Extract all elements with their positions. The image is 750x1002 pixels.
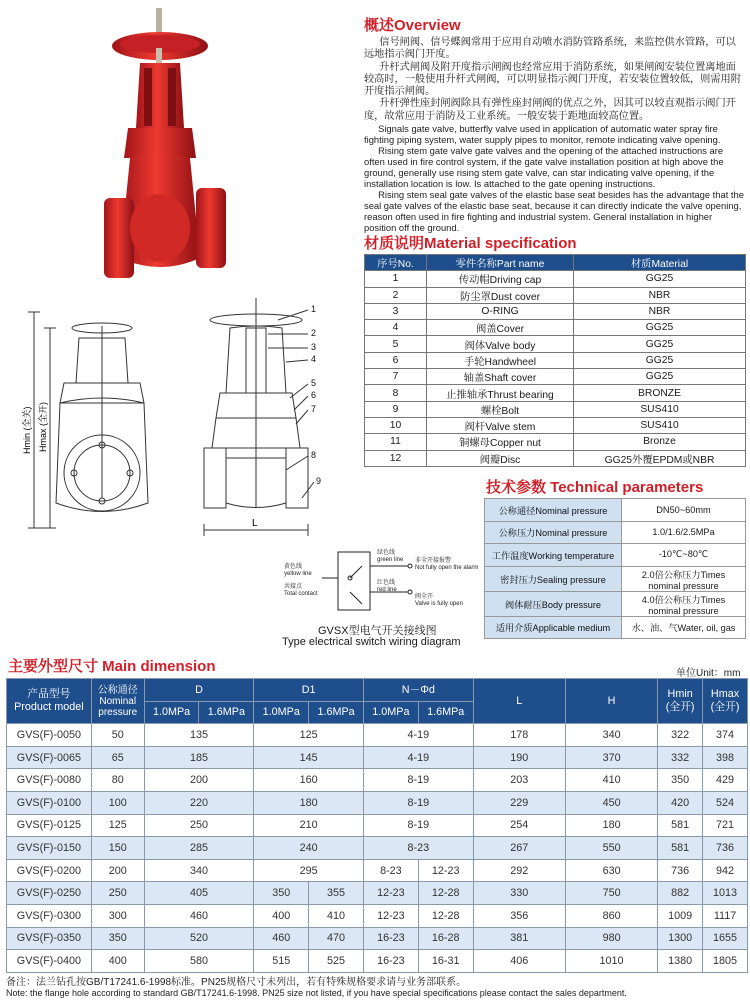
dim-L: 203 (473, 769, 565, 792)
dim-N-2: 12-23 (418, 859, 473, 882)
wiring-caption-cn: GVSX型电气开关接线图 (318, 625, 437, 637)
material-no: 12 (365, 450, 427, 466)
dimension-row (7, 859, 748, 882)
dim-H: 860 (565, 904, 657, 927)
dim-N-1: 16-23 (363, 927, 418, 950)
dim-L: 356 (473, 904, 565, 927)
dim-N-2: 16-28 (418, 927, 473, 950)
dim-col-N: N－Φd (363, 679, 473, 702)
dim-N-1: 8-19 (363, 814, 473, 837)
dim-H: 1010 (565, 950, 657, 973)
overview-text (364, 37, 744, 233)
dim-D-1: 460 (144, 904, 254, 927)
material-part: 阀体Valve body (427, 336, 574, 352)
tech-key: 工作温度Working temperature (485, 544, 622, 567)
material-part: O-RING (427, 303, 574, 319)
dim-D1-1: 240 (254, 837, 364, 860)
material-part: 铜螺母Copper nut (427, 434, 574, 450)
material-row (365, 287, 746, 303)
tech-value: DN50~60mm (622, 499, 746, 522)
wiring-nc-cn: 非全开接报警 (415, 558, 452, 564)
tech-row (485, 521, 746, 544)
callout-8: 8 (311, 450, 317, 460)
material-row (365, 385, 746, 401)
tech-key: 阀体耐压Body pressure (485, 591, 622, 616)
dimension-row (7, 814, 748, 837)
wiring-nc-en: Not fully open the alarm (415, 565, 479, 571)
dim-col-dn (91, 679, 144, 724)
material-row (365, 417, 746, 433)
dim-model: GVS(F)-0050 (7, 724, 92, 747)
dim-col-hmax-2: (全开) (710, 701, 740, 714)
dim-col-model (7, 679, 92, 724)
material-value: NBR (574, 287, 746, 303)
tech-row (485, 544, 746, 567)
material-value: GG25 (574, 336, 746, 352)
wiring-red-en: red line (377, 587, 397, 593)
callout-4: 4 (311, 354, 317, 364)
dim-hmin: 350 (658, 769, 703, 792)
dim-dn: 100 (91, 791, 144, 814)
dim-dn: 350 (91, 927, 144, 950)
material-value: GG25外覆EPDM或NBR (574, 450, 746, 466)
dim-N-2: 16-31 (418, 950, 473, 973)
callout-6: 6 (311, 390, 317, 400)
dim-D-1: 285 (144, 837, 254, 860)
dim-hmax: 942 (703, 859, 748, 882)
dim-hmin: 1009 (658, 904, 703, 927)
material-header-row (365, 255, 746, 271)
dim-N-1: 4-19 (363, 724, 473, 747)
wiring-common-en: Total contact (284, 591, 318, 597)
tech-key: 公称压力Nominal pressure (485, 521, 622, 544)
material-no: 3 (365, 303, 427, 319)
material-part: 阀盖Cover (427, 320, 574, 336)
dim-col-hmax (703, 679, 748, 724)
material-part: 阀瓣Disc (427, 450, 574, 466)
dim-D-1: 135 (144, 724, 254, 747)
overview-en-p3: Rising stem seal gate valves of the elastic base seat besides has the advantage that the seal gate valves of the elastic base seat, because it can directly indicate the valve opening, reason often used in fire fighting and industrial system. General installation in higher position off the ground. (364, 189, 744, 234)
material-no: 1 (365, 271, 427, 287)
dim-N-p1: 1.0MPa (363, 701, 418, 724)
dim-hmax: 721 (703, 814, 748, 837)
dim-hmax: 524 (703, 791, 748, 814)
dim-hmax: 1117 (703, 904, 748, 927)
material-row (365, 271, 746, 287)
tech-key: 适用介质Applicable medium (485, 616, 622, 639)
dimension-header-row-1 (7, 679, 748, 702)
callout-1: 1 (311, 304, 317, 314)
dim-model: GVS(F)-0065 (7, 746, 92, 769)
dim-col-hmin-1: Hmin (667, 688, 693, 701)
material-row (365, 401, 746, 417)
dim-N-p2: 1.6MPa (418, 701, 473, 724)
dim-dn: 250 (91, 882, 144, 905)
material-part: 轴盖Shaft cover (427, 369, 574, 385)
material-part: 阀杆Valve stem (427, 417, 574, 433)
dim-L: 229 (473, 791, 565, 814)
tech-table (484, 498, 746, 639)
wiring-green-cn: 绿色线 (377, 550, 396, 556)
material-no: 5 (365, 336, 427, 352)
dimension-table (6, 678, 748, 973)
material-part: 防尘罩Dust cover (427, 287, 574, 303)
tech-value: 2.0倍公称压力Times nominal pressure (622, 566, 746, 591)
dim-D-p1: 1.0MPa (144, 701, 199, 724)
wiring-no-en: Valve is fully open (415, 601, 463, 607)
dimension-row (7, 927, 748, 950)
dim-D-1: 340 (144, 859, 254, 882)
dimension-row (7, 837, 748, 860)
material-value: GG25 (574, 352, 746, 368)
dim-H: 550 (565, 837, 657, 860)
material-col-material: 材质Material (574, 255, 746, 271)
dimension-row (7, 950, 748, 973)
material-value: Bronze (574, 434, 746, 450)
dim-col-D: D (144, 679, 254, 702)
wiring-green-en: green line (377, 557, 404, 563)
dim-D1-2: 355 (309, 882, 364, 905)
dim-col-model-cn: 产品型号 (27, 688, 71, 701)
dim-N-2: 12-28 (418, 882, 473, 905)
dim-hmax: 1655 (703, 927, 748, 950)
dim-D1-1: 160 (254, 769, 364, 792)
dim-dn: 125 (91, 814, 144, 837)
wiring-caption-en: Type electrical switch wiring diagram (282, 636, 461, 648)
material-value: GG25 (574, 271, 746, 287)
dim-D1-1: 145 (254, 746, 364, 769)
dim-N-1: 12-23 (363, 904, 418, 927)
tech-key: 密封压力Sealing pressure (485, 566, 622, 591)
wiring-yellow-en: yellow line (284, 571, 312, 577)
dim-hmax: 1013 (703, 882, 748, 905)
dim-model: GVS(F)-0200 (7, 859, 92, 882)
dim-D1-1: 515 (254, 950, 309, 973)
hmin-label: Hmin (全关) (22, 406, 32, 454)
dim-L: 267 (473, 837, 565, 860)
material-value: SUS410 (574, 417, 746, 433)
dim-D-1: 185 (144, 746, 254, 769)
material-no: 11 (365, 434, 427, 450)
dim-D1-1: 400 (254, 904, 309, 927)
material-title: 材质说明Material specification (364, 235, 577, 252)
dim-D1-1: 210 (254, 814, 364, 837)
dim-model: GVS(F)-0350 (7, 927, 92, 950)
dim-N-2: 12-28 (418, 904, 473, 927)
tech-row (485, 616, 746, 639)
material-no: 7 (365, 369, 427, 385)
tech-title: 技术参数 Technical parameters (486, 479, 704, 496)
dim-L: 254 (473, 814, 565, 837)
dimension-row (7, 746, 748, 769)
dim-hmin: 1380 (658, 950, 703, 973)
overview-en-p2: Rising stem gate valve gate valves and the opening of the attached instructions are often used in fire control system, if the gate valve installation position at high above the ground, generally use rising stem gate valve, can star indicating valve opening, if the installation location is low. Is attached to the gate opening instructions. (364, 145, 724, 190)
dim-col-hmin (658, 679, 703, 724)
wiring-no-cn: 阀全开 (415, 594, 434, 600)
material-no: 4 (365, 320, 427, 336)
dim-dn: 50 (91, 724, 144, 747)
dim-col-L: L (473, 679, 565, 724)
dim-model: GVS(F)-0300 (7, 904, 92, 927)
material-row (365, 450, 746, 466)
material-part: 手轮Handwheel (427, 352, 574, 368)
dim-N-1: 12-23 (363, 882, 418, 905)
material-row (365, 369, 746, 385)
dimension-row (7, 904, 748, 927)
dim-model: GVS(F)-0125 (7, 814, 92, 837)
dim-N-1: 8-23 (363, 859, 418, 882)
dimension-row (7, 882, 748, 905)
dim-hmin: 581 (658, 837, 703, 860)
dim-model: GVS(F)-0150 (7, 837, 92, 860)
dim-col-dn-cn: 公称通径 (97, 684, 138, 696)
tech-value: 水、油、气Water, oil, gas (622, 616, 746, 639)
overview-en-p1: Signals gate valve, butterfly valve used in application of automatic water spray fire fighting piping system, water supply pipes to monitor, remote indicating valve opening. (364, 123, 721, 146)
dim-D-1: 220 (144, 791, 254, 814)
callout-3: 3 (311, 342, 317, 352)
material-part: 传动帽Driving cap (427, 271, 574, 287)
dim-H: 750 (565, 882, 657, 905)
dim-D1-p1: 1.0MPa (254, 701, 309, 724)
dim-H: 410 (565, 769, 657, 792)
tech-value: -10℃~80℃ (622, 544, 746, 567)
dimension-unit: 单位Unit：mm (676, 668, 741, 679)
dim-model: GVS(F)-0250 (7, 882, 92, 905)
dim-hmax: 1805 (703, 950, 748, 973)
material-col-part: 零件名称Part name (427, 255, 574, 271)
tech-row (485, 499, 746, 522)
callout-5: 5 (311, 378, 317, 388)
material-row (365, 336, 746, 352)
dim-D1-1: 350 (254, 882, 309, 905)
dim-N-1: 8-23 (363, 837, 473, 860)
dim-D1-2: 525 (309, 950, 364, 973)
callout-2: 2 (311, 328, 317, 338)
dim-D1-2: 410 (309, 904, 364, 927)
tech-body (485, 499, 746, 639)
material-value: GG25 (574, 369, 746, 385)
callout-7: 7 (311, 404, 317, 414)
dim-col-hmax-1: Hmax (710, 688, 740, 701)
material-part: 螺栓Bolt (427, 401, 574, 417)
dim-L: 406 (473, 950, 565, 973)
dim-H: 630 (565, 859, 657, 882)
dim-H: 450 (565, 791, 657, 814)
material-no: 6 (365, 352, 427, 368)
material-value: SUS410 (574, 401, 746, 417)
hmax-label: Hmax (全开) (38, 402, 48, 452)
dim-D1-1: 180 (254, 791, 364, 814)
material-body (365, 271, 746, 467)
dim-H: 980 (565, 927, 657, 950)
material-value: NBR (574, 303, 746, 319)
dim-hmax: 736 (703, 837, 748, 860)
dim-hmin: 882 (658, 882, 703, 905)
material-no: 10 (365, 417, 427, 433)
dim-D1-1: 295 (254, 859, 364, 882)
material-row (365, 320, 746, 336)
note-en: Note: the flange hole according to standard GB/T17241.6-1998. PN25 size not listed, if you have special specifications please contact the sales department. (6, 988, 627, 998)
dim-L: 292 (473, 859, 565, 882)
dim-hmin: 1300 (658, 927, 703, 950)
valve-drawing (24, 298, 334, 543)
dim-H: 370 (565, 746, 657, 769)
material-row (365, 434, 746, 450)
dim-N-1: 8-19 (363, 769, 473, 792)
dim-col-D1: D1 (254, 679, 364, 702)
dim-D-1: 200 (144, 769, 254, 792)
dim-L: 190 (473, 746, 565, 769)
material-table (364, 254, 746, 467)
material-no: 8 (365, 385, 427, 401)
tech-value: 4.0倍公称压力Times nominal pressure (622, 591, 746, 616)
material-row (365, 303, 746, 319)
dim-col-hmin-2: (全开) (665, 701, 695, 714)
dim-model: GVS(F)-0400 (7, 950, 92, 973)
wiring-common-cn: 共接点 (284, 584, 303, 590)
valve-photo (100, 8, 250, 308)
overview-title: 概述Overview (364, 17, 461, 34)
dim-N-1: 16-23 (363, 950, 418, 973)
dim-hmin: 420 (658, 791, 703, 814)
dim-col-H: H (565, 679, 657, 724)
overview-cn-p3: 升杆弹性座封闸阀除具有弹性座封闸阀的优点之外，因其可以较直观指示阀门开度，故常应用于消防及工业系统。一般安装于距地面较高位置。 (364, 98, 736, 122)
callout-9: 9 (316, 476, 322, 486)
dim-N-1: 4-19 (363, 746, 473, 769)
dim-hmin: 332 (658, 746, 703, 769)
material-row (365, 352, 746, 368)
dim-D-1: 405 (144, 882, 254, 905)
dim-D-p2: 1.6MPa (199, 701, 254, 724)
material-no: 2 (365, 287, 427, 303)
dim-H: 340 (565, 724, 657, 747)
dim-hmin: 736 (658, 859, 703, 882)
dim-D-1: 250 (144, 814, 254, 837)
dim-D1-2: 470 (309, 927, 364, 950)
dim-D-1: 580 (144, 950, 254, 973)
dim-D-1: 520 (144, 927, 254, 950)
dim-hmax: 398 (703, 746, 748, 769)
dim-hmax: 374 (703, 724, 748, 747)
dim-dn: 200 (91, 859, 144, 882)
tech-value: 1.0/1.6/2.5MPa (622, 521, 746, 544)
dim-D1-1: 460 (254, 927, 309, 950)
dim-dn: 400 (91, 950, 144, 973)
dim-dn: 65 (91, 746, 144, 769)
dim-L: 330 (473, 882, 565, 905)
wiring-yellow-cn: 黄色线 (284, 564, 303, 570)
tech-row (485, 591, 746, 616)
dimension-title: 主要外型尺寸 Main dimension (8, 658, 216, 675)
dim-D1-p2: 1.6MPa (309, 701, 364, 724)
tech-row (485, 566, 746, 591)
dimension-body (7, 724, 748, 973)
dim-D1-1: 125 (254, 724, 364, 747)
dim-dn: 80 (91, 769, 144, 792)
dimension-row (7, 724, 748, 747)
dim-col-model-en: Product model (14, 701, 84, 714)
dim-dn: 300 (91, 904, 144, 927)
dim-hmin: 581 (658, 814, 703, 837)
tech-key: 公称通径Nominal pressure (485, 499, 622, 522)
overview-cn-p2: 升杆式闸阀及附开度指示闸阀也经常应用于消防系统，如果闸阀安装位置离地面较高时，一般使用升杆式闸阀，可以明显指示阀门开度，若安装位置较低，则需用附开度指示闸阀。 (364, 61, 741, 98)
material-col-no: 序号No. (365, 255, 427, 271)
dim-hmin: 322 (658, 724, 703, 747)
dim-N-1: 8-19 (363, 791, 473, 814)
overview-cn-p1: 信号闸阀、信号蝶阀常用于应用自动喷水消防管路系统，来监控供水管路，可以远地指示阀门开度。 (364, 37, 736, 61)
dim-model: GVS(F)-0080 (7, 769, 92, 792)
material-part: 止推轴承Thrust bearing (427, 385, 574, 401)
dim-L: 381 (473, 927, 565, 950)
dimension-row (7, 791, 748, 814)
dim-H: 180 (565, 814, 657, 837)
material-value: BRONZE (574, 385, 746, 401)
dim-L: 178 (473, 724, 565, 747)
dim-col-dn-en: Nominal pressure (98, 695, 138, 718)
length-label: L (252, 518, 258, 529)
material-value: GG25 (574, 320, 746, 336)
note-cn: 备注：法兰钻孔按GB/T17241.6-1998标准。PN25规格尺寸未列出，若有特殊规格要求请与业务部联系。 (6, 977, 467, 988)
dim-hmax: 429 (703, 769, 748, 792)
dim-model: GVS(F)-0100 (7, 791, 92, 814)
dimension-row (7, 769, 748, 792)
wiring-red-cn: 红色线 (377, 580, 396, 586)
material-no: 9 (365, 401, 427, 417)
dim-dn: 150 (91, 837, 144, 860)
